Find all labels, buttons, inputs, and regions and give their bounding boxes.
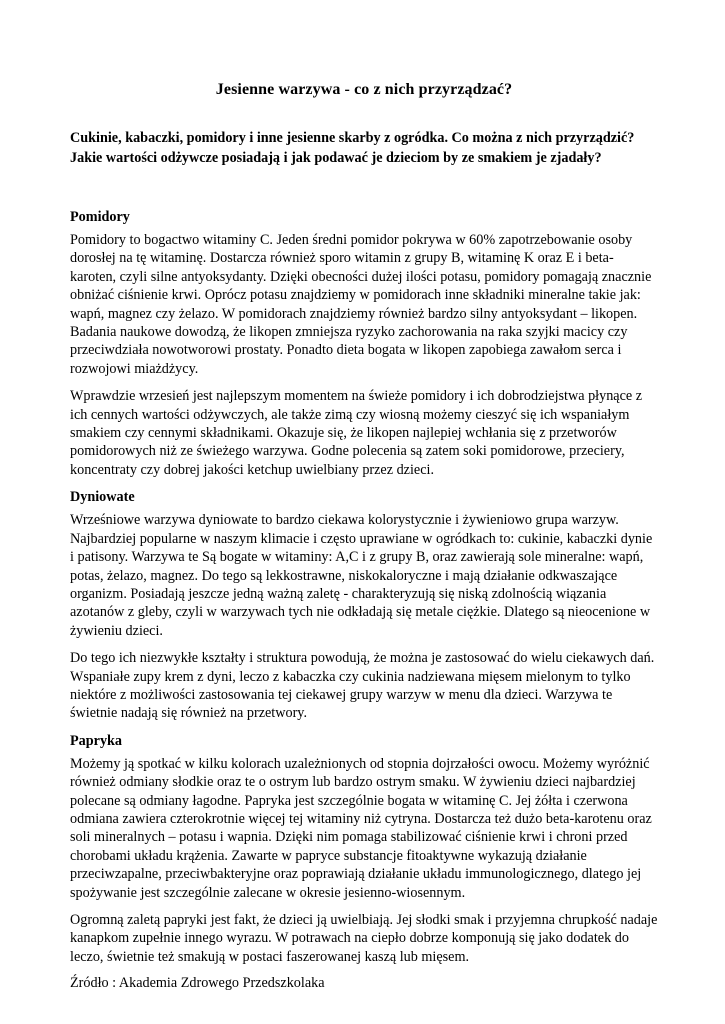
- section-paragraph: Wrześniowe warzywa dyniowate to bardzo ciekawa kolorystycznie i żywieniowo grupa warzyw. Najbardziej popularne w naszym klimacie i często uprawiane w ogródkach to: cukinie, kabaczki dynie i patisony. Warzywa te Są bogate w witaminy: A,C i z grupy B, oraz zawierają sole mineralne: wapń, potas, żelazo, magnez. Do tego są lekkostrawne, niskokaloryczne i mają działanie odkwaszające organizm. Posiadają jeszcze jedną ważną zaletę - charakteryzują się niską zdolnością wiązania azotanów z gleby, czyli w warzywach tych nie odkładają się metale ciężkie. Dlatego są nieocenione w żywieniu dzieci.: [70, 512, 653, 639]
- section-paragraph: Możemy ją spotkać w kilku kolorach uzależnionych od stopnia dojrzałości owocu. Możemy wyróżnić również odmiany słodkie oraz te o ostrym lub bardzo ostrym smaku. W żywieniu dzieci najbardziej polecane są odmiany łagodne. Papryka jest szczególnie bogata w witaminę C. Jej żółta i czerwona odmiana zawiera czterokrotnie więcej tej witaminy niż cytryna. Dostarcza też dużo beta-karotenu oraz soli mineralnych – potasu i wapnia. Dzięki nim pomaga stabilizować ciśnienie krwi i chroni przed chorobami układu krążenia. Zawarte w papryce substancje fitoaktywne wykazują działanie przeciwzapalne, przeciwbakteryjne oraz poprawiają działanie układu immunologicznego, dlatego jej spożywanie jest szczególnie zalecane w okresie jesienno-wiosennym.: [70, 755, 652, 901]
- lead-paragraph: Cukinie, kabaczki, pomidory i inne jesienne skarby z ogródka. Co można z nich przyrządzić? Jakie wartości odżywcze posiadają i jak podawać je dzieciom by ze smakiem je zjadały?: [70, 130, 635, 166]
- section-dyniowate: [70, 487, 658, 722]
- section-paragraph: Pomidory to bogactwo witaminy C. Jeden średni pomidor pokrywa w 60% zapotrzebowanie osoby dorosłej na tę witaminę. Dostarcza również sporo witamin z grupy B, witaminę K oraz E i beta-karoten, czyli silne antyoksydanty. Dzięki obecności dużej ilości potasu, pomidory pomagają znacznie obniżać ciśnienie krwi. Oprócz potasu znajdziemy w pomidorach inne składniki mineralne takie jak: wapń, magnez czy żelazo. W pomidorach znajdziemy również bardzo silny antyoksydant – likopen. Badania naukowe dowodzą, że likopen zmniejsza ryzyko zachorowania na raka szyjki macicy czy przeciwdziała nowotworowi prostaty. Ponadto dieta bogata w likopen zapobiega zawałom serca i rozwojowi miażdżycy.: [70, 232, 652, 377]
- source-note: Źródło : Akademia Zdrowego Przedszkolaka: [70, 975, 325, 992]
- section-paragraph: Ogromną zaletą papryki jest fakt, że dzieci ją uwielbiają. Jej słodki smak i przyjemna chrupkość nadaje kanapkom zupełnie innego wyrazu. W potrawach na ciepło dobrze komponują się jako dodatek do leczo, świetnie też smakują w postaci faszerowanej kaszą lub mięsem.: [70, 912, 658, 965]
- section-paragraph: Do tego ich niezwykłe kształty i struktura powodują, że można je zastosować do wielu ciekawych dań. Wspaniałe zupy krem z dyni, leczo z kabaczka czy cukinia nadziewana mięsem mielonym to tylko niektóre z możliwości zastosowania tej ciekawej grupy warzyw w menu dla dzieci. Warzywa te świetnie nadają się również na przetwory.: [70, 650, 655, 722]
- section-paragraph: Wprawdzie wrzesień jest najlepszym momentem na świeże pomidory i ich dobrodziejstwa płynące z ich cennych wartości odżywczych, ale także zimą czy wiosną możemy cieszyć się ich wspaniałym smakiem czy cennymi składnikami. Okazuje się, że likopen najlepiej wchłania się z przetworów pomidorowych niż ze świeżego warzywa. Godne polecenia są zatem soki pomidorowe, przeciery, koncentraty czy dobrej jakości ketchup uwielbiany przez dzieci.: [70, 388, 643, 478]
- section-heading: Dyniowate: [70, 489, 135, 506]
- document-title: Jesienne warzywa - co z nich przyrządzać?: [215, 81, 513, 98]
- section-papryka: [70, 731, 658, 966]
- section-heading: Papryka: [70, 732, 123, 749]
- document-page: [70, 80, 658, 993]
- section-heading: Pomidory: [70, 209, 130, 225]
- section-pomidory: [70, 207, 658, 479]
